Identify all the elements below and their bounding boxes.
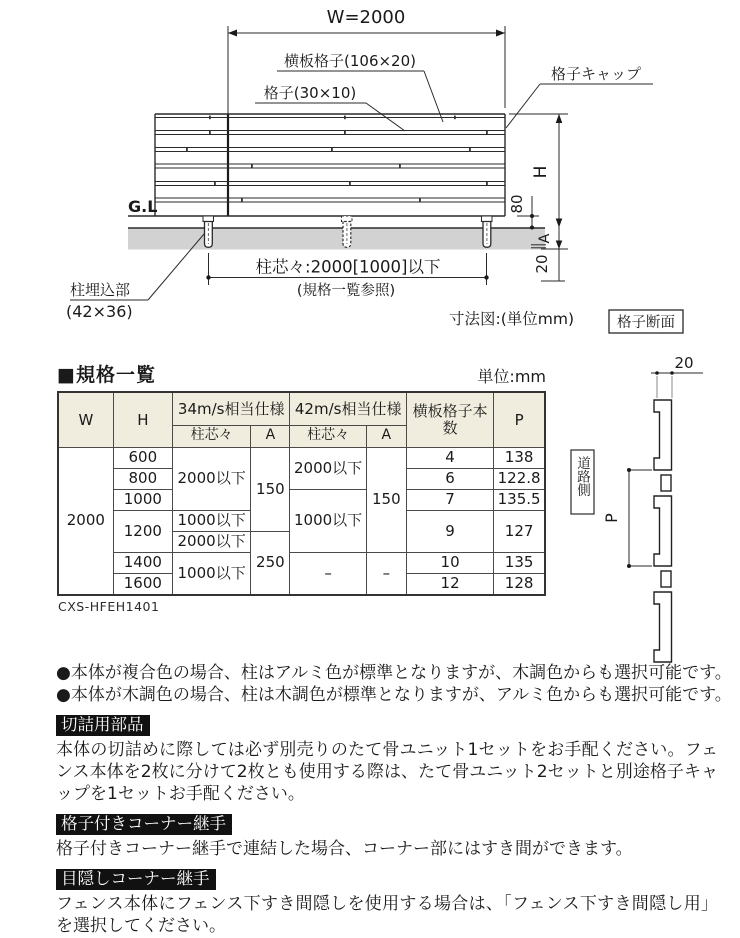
cell-a42-1400-1600: – <box>366 552 406 595</box>
cell-h-1400: 1400 <box>113 552 172 573</box>
cell-h-1000: 1000 <box>113 489 172 510</box>
cell-pitch-600: 138 <box>494 447 545 468</box>
cell-count-1200: 9 <box>406 510 493 552</box>
note-body-corner-joint: 格子付きコーナー継手で連結した場合、コーナー部にはすき間ができます。 <box>56 839 633 859</box>
cap-callout <box>506 65 653 128</box>
embed-depth-label: A <box>537 233 553 244</box>
col-header-post-centers-42: 柱芯々 <box>290 425 366 447</box>
cap-label: 格子キャップ <box>550 65 642 83</box>
cell-h-1200: 1200 <box>113 510 172 552</box>
col-header-w: W <box>58 392 113 447</box>
board-profiles <box>654 400 672 662</box>
cell-h-600: 600 <box>113 447 172 468</box>
post-right <box>482 216 493 247</box>
cell-count-1400: 10 <box>406 552 493 573</box>
post-pitch-dimension <box>206 253 488 299</box>
footing-dim-label: 20 <box>533 254 551 274</box>
road-side-box <box>571 450 594 514</box>
model-code: CXS-HFEH1401 <box>58 599 160 614</box>
fastener-marks <box>186 116 488 202</box>
cell-count-800: 6 <box>406 468 493 489</box>
cross-section-title: 格子断面 <box>617 315 675 331</box>
cross-section-title-box <box>609 310 683 333</box>
note-heading-privacy-corner-joint: 目隠しコーナー継手 <box>56 869 216 890</box>
cell-c42-1000-1200: 1000以下 <box>290 489 366 552</box>
pitch-dim-label: P <box>602 513 621 523</box>
cell-c34-1200b: 2000以下 <box>172 531 250 552</box>
diagram-caption: 寸法図:(単位mm) <box>449 310 575 328</box>
cell-count-1600: 12 <box>406 573 493 595</box>
cell-count-600: 4 <box>406 447 493 468</box>
cell-a34-150: 150 <box>251 447 290 531</box>
post-embed-label-1: 柱埋込部 <box>70 281 131 299</box>
cell-pitch-800: 122.8 <box>494 468 545 489</box>
spec-section-header <box>57 360 546 387</box>
post-embed-label-2: (42×36) <box>66 302 133 321</box>
cell-pitch-1400: 135 <box>494 552 545 573</box>
spec-table <box>57 391 546 596</box>
col-header-post-centers-34: 柱芯々 <box>172 425 250 447</box>
height-dim-label: H <box>531 165 551 179</box>
post-left <box>203 216 214 247</box>
lattice-cross-section <box>571 354 703 662</box>
cell-count-1000: 7 <box>406 489 493 510</box>
cell-c42-600-800: 2000以下 <box>290 447 366 489</box>
col-header-spec42: 42m/s相当仕様 <box>290 392 406 425</box>
cell-h-1600: 1600 <box>113 573 172 595</box>
cell-w: 2000 <box>58 447 113 595</box>
post-pitch-note: (規格一覧参照) <box>296 283 396 299</box>
note-body-cut-parts: 本体の切詰めに際しては必ず別売りのたて骨ユニット1セットをお手配ください。フェンス本体を2枚に分けて2枚とも使用する際は、たて骨ユニット2セットと別途格子キャップを1セットお手配ください。 <box>56 740 718 804</box>
width-dim-label: W=2000 <box>326 7 406 28</box>
col-header-board-count: 横板格子本数 <box>406 392 493 447</box>
road-side-label: 道路側 <box>574 456 590 497</box>
thickness-dimension <box>651 354 703 398</box>
cell-h-800: 800 <box>113 468 172 489</box>
note-heading-cut-parts: 切詰用部品 <box>56 715 150 736</box>
col-header-pitch: P <box>494 392 545 447</box>
col-header-a-34: A <box>251 425 290 447</box>
notes <box>56 662 732 937</box>
bottom-gap-label: 80 <box>508 194 526 214</box>
cell-a34-250: 250 <box>251 531 290 595</box>
board-label: 横板格子(106×20) <box>284 52 416 70</box>
lattice-callout <box>255 84 405 131</box>
bottom-gap-dimension <box>508 194 539 229</box>
cell-c42-1400-1600: – <box>290 552 366 595</box>
post-middle <box>342 216 353 247</box>
note-bullet-1: ●本体が複合色の場合、柱はアルミ色が標準となりますが、木調色からも選択可能です。 <box>56 663 732 683</box>
cell-a42-150: 150 <box>366 447 406 552</box>
footing-dimension <box>531 245 565 281</box>
cell-pitch-1200: 127 <box>494 510 545 552</box>
fence-boards <box>155 114 505 216</box>
post-pitch-label: 柱芯々:2000[1000]以下 <box>255 257 441 277</box>
cell-pitch-1600: 128 <box>494 573 545 595</box>
note-body-privacy-corner-joint: フェンス本体にフェンス下すき間隠しを使用する場合は、「フェンス下すき間隠し用」を選択してください。 <box>56 894 718 936</box>
spec-title: ■規格一覧 <box>57 364 156 386</box>
cell-c34-600-1000: 2000以下 <box>172 447 250 510</box>
col-header-a-42: A <box>366 425 406 447</box>
col-header-h: H <box>113 392 172 447</box>
pitch-dimension <box>602 468 652 568</box>
cell-c34-1400-1600: 1000以下 <box>172 552 250 595</box>
note-bullet-2: ●本体が木調色の場合、柱は木調色が標準となりますが、アルミ色からも選択可能です。 <box>56 685 732 705</box>
spec-unit: 単位:mm <box>477 367 546 386</box>
thickness-dim-label: 20 <box>674 354 694 372</box>
cell-c34-1200a: 1000以下 <box>172 510 250 531</box>
col-header-spec34: 34m/s相当仕様 <box>172 392 289 425</box>
lattice-label: 格子(30×10) <box>263 84 357 102</box>
note-heading-corner-joint: 格子付きコーナー継手 <box>56 814 232 835</box>
ground-level-label: G.L <box>128 197 158 216</box>
cell-pitch-1000: 135.5 <box>494 489 545 510</box>
